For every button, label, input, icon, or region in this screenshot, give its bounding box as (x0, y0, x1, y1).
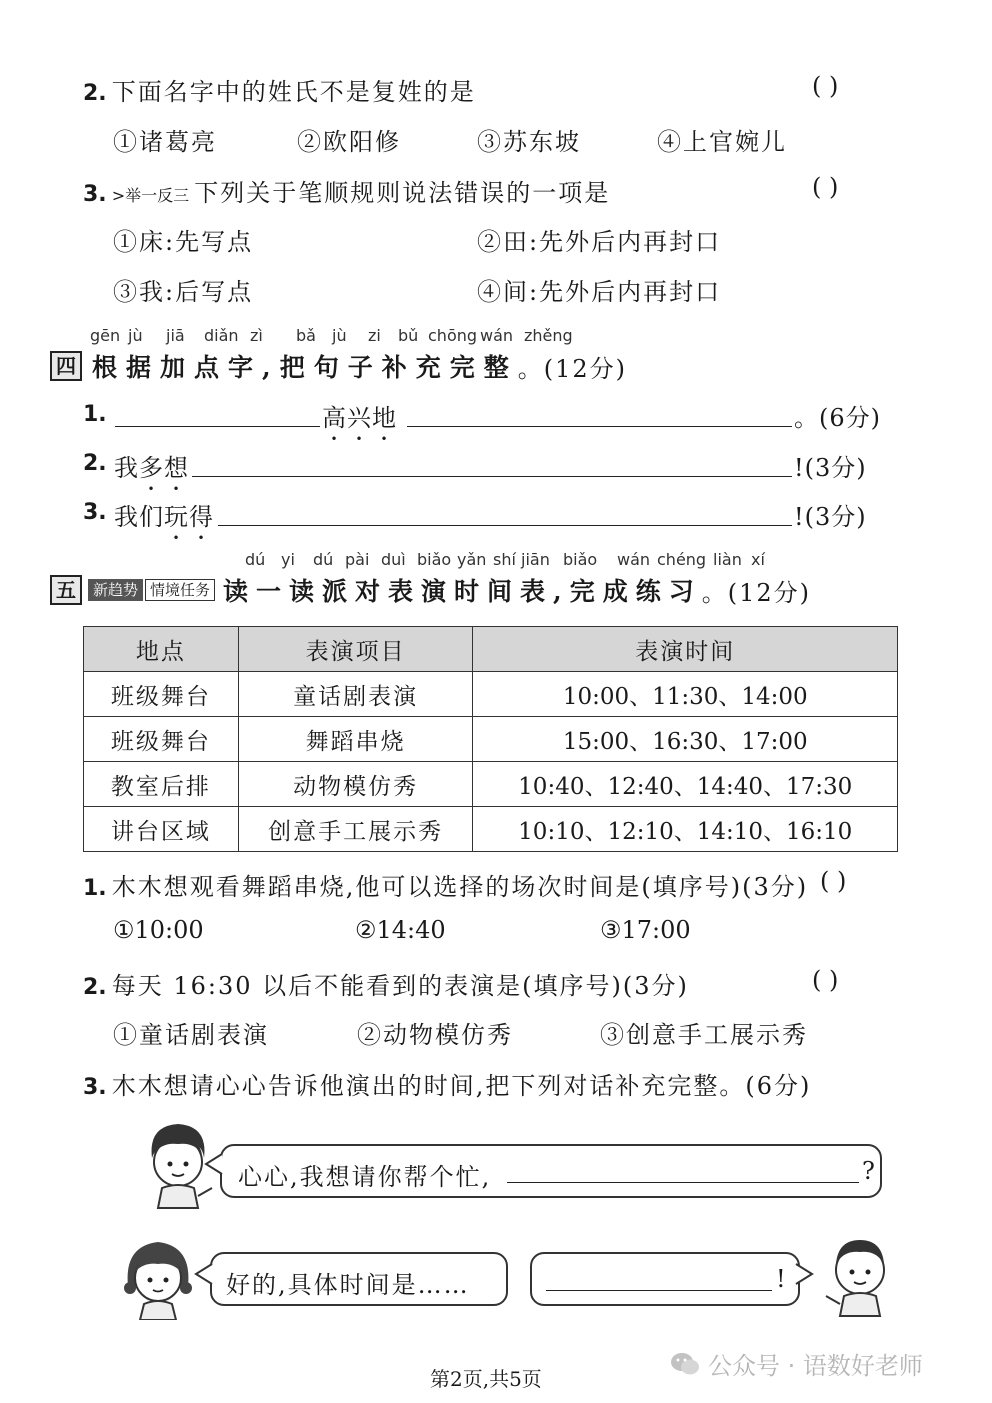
question-5-3 (83, 1066, 811, 1101)
section-4-heading (50, 348, 627, 384)
option: ③苏东坡 (477, 128, 581, 156)
answer-paren[interactable]: ( ) (812, 72, 839, 100)
option: ③我:后写点 (113, 278, 254, 306)
dotted-phrase (114, 448, 189, 483)
table-header: 表演项目 (238, 627, 473, 672)
pinyin: shí (493, 550, 516, 569)
pinyin: dú (313, 550, 334, 569)
page-footer: 第2页,共5页 (430, 1367, 542, 1391)
bubble-tail-icon (204, 1152, 224, 1176)
pinyin: bǔ (398, 326, 419, 345)
tag-label: >举一反三 (111, 186, 190, 205)
option: ①10:00 (113, 916, 204, 944)
pinyin: jù (332, 326, 347, 345)
pinyin: zì (250, 326, 263, 345)
dotted-char: 兴 (347, 404, 372, 432)
option: ②动物模仿秀 (357, 1021, 513, 1049)
trend-tag: 新趋势 (88, 579, 143, 601)
pinyin: diǎn (204, 326, 239, 345)
pinyin: jiān (521, 550, 550, 569)
question-number: 2. (83, 975, 107, 1000)
table-cell: 10:40、12:40、14:40、17:30 (473, 762, 898, 807)
table-cell: 动物模仿秀 (238, 762, 473, 807)
pinyin: wán (480, 326, 514, 345)
dotted-char: 高 (322, 404, 347, 432)
watermark-text: 公众号 · 语数好老师 (708, 1352, 923, 1380)
answer-paren[interactable]: ( ) (820, 867, 847, 895)
pinyin: biǎo (563, 550, 598, 569)
option: ④间:先外后内再封口 (477, 278, 722, 306)
question-score: !(3分) (794, 454, 867, 482)
girl-speech-bubble (210, 1252, 508, 1306)
question-5-2 (83, 966, 689, 1001)
table-cell: 教室后排 (84, 762, 239, 807)
pinyin-row (245, 550, 771, 569)
question-number: 3. (83, 1075, 107, 1100)
pinyin: gēn (90, 326, 121, 345)
option: ④上官婉儿 (657, 128, 787, 156)
table-row (84, 762, 898, 807)
pinyin: jiā (166, 326, 185, 345)
option: ②田:先外后内再封口 (477, 228, 722, 256)
dotted-phrase (322, 398, 397, 433)
section-score: 。(12分) (517, 354, 627, 383)
table-cell: 讲台区域 (84, 807, 239, 852)
dialog-text: 好的,具体时间是…… (226, 1271, 470, 1299)
dialog-text: 心心,我想请你帮个忙, (238, 1163, 492, 1191)
boy-illustration-icon (820, 1226, 900, 1318)
table-header-row (84, 627, 898, 672)
bubble-tail-icon (194, 1262, 214, 1286)
table-cell: 班级舞台 (84, 672, 239, 717)
pinyin: xí (751, 550, 765, 569)
answer-paren[interactable]: ( ) (812, 173, 839, 201)
section-number-box: 四 (50, 351, 82, 381)
question-number: 2. (83, 81, 107, 106)
pinyin: duì (381, 550, 406, 569)
section-5-heading (50, 572, 811, 608)
question-text: 下面名字中的姓氏不是复姓的是 (111, 78, 476, 106)
dotted-char: 玩 (164, 503, 189, 531)
question-text: 下列关于笔顺规则说法错误的一项是 (194, 179, 611, 207)
option: ②欧阳修 (297, 128, 401, 156)
option: ①童话剧表演 (113, 1021, 269, 1049)
pinyin: zhěng (524, 326, 573, 345)
section-title: 根据加点字,把句子补充完整 (92, 353, 518, 382)
pinyin: yi (281, 550, 295, 569)
question-5-1 (83, 867, 808, 902)
answer-blank[interactable] (546, 1290, 772, 1291)
pinyin: zi (368, 326, 381, 345)
prefix-text: 我 (114, 454, 139, 482)
table-row (84, 717, 898, 762)
question-text: 每天 16:30 以后不能看到的表演是(填序号)(3分) (111, 972, 689, 1000)
boy-speech-bubble (220, 1144, 882, 1198)
table-cell: 创意手工展示秀 (238, 807, 473, 852)
answer-paren[interactable]: ( ) (812, 966, 839, 994)
question-score: 。(6分) (794, 404, 881, 432)
question-3-3 (83, 173, 610, 208)
table-cell: 舞蹈串烧 (238, 717, 473, 762)
question-score: !(3分) (794, 503, 867, 531)
task-tag: 情境任务 (145, 579, 215, 601)
pinyin: pài (345, 550, 370, 569)
option: ①床:先写点 (113, 228, 254, 256)
question-text: 木木想观看舞蹈串烧,他可以选择的场次时间是(填序号)(3分) (111, 873, 809, 901)
option: ①诸葛亮 (113, 128, 217, 156)
table-header: 地点 (84, 627, 239, 672)
girl-illustration-icon (118, 1232, 198, 1320)
table-cell: 班级舞台 (84, 717, 239, 762)
table-row (84, 807, 898, 852)
dotted-char: 想 (164, 454, 189, 482)
wechat-icon (670, 1351, 700, 1377)
pinyin: wán (617, 550, 651, 569)
dialog-punct: ! (776, 1265, 788, 1293)
section-number-box: 五 (50, 575, 82, 605)
pinyin: yǎn (457, 550, 487, 569)
option: ③17:00 (600, 916, 691, 944)
question-number: 1. (83, 402, 107, 427)
table-cell: 童话剧表演 (238, 672, 473, 717)
answer-blank[interactable] (192, 476, 792, 477)
pinyin: chéng (657, 550, 707, 569)
table-cell: 10:00、11:30、14:00 (473, 672, 898, 717)
question-number: 2. (83, 451, 107, 476)
schedule-table (83, 626, 898, 852)
answer-blank[interactable] (507, 1182, 859, 1183)
table-header: 表演时间 (473, 627, 898, 672)
pinyin: bǎ (296, 326, 316, 345)
question-3-2 (83, 72, 476, 107)
table-cell: 15:00、16:30、17:00 (473, 717, 898, 762)
pinyin: biǎo (417, 550, 452, 569)
question-text: 木木想请心心告诉他演出的时间,把下列对话补充完整。(6分) (111, 1072, 812, 1100)
pinyin-row (90, 326, 574, 345)
answer-blank[interactable] (218, 525, 792, 526)
question-number: 3. (83, 182, 107, 207)
option: ②14:40 (355, 916, 446, 944)
table-cell: 10:10、12:10、14:10、16:10 (473, 807, 898, 852)
pinyin: dú (245, 550, 266, 569)
section-score: 。(12分) (701, 578, 812, 607)
table-row (84, 672, 898, 717)
question-number: 1. (83, 876, 107, 901)
pinyin: jù (128, 326, 143, 345)
section-title: 读一读派对表演时间表,完成练习 (223, 577, 702, 606)
pinyin: liàn (713, 550, 742, 569)
dotted-char: 得 (189, 503, 214, 531)
bubble-tail-icon (794, 1262, 814, 1286)
watermark (670, 1346, 923, 1381)
option: ③创意手工展示秀 (600, 1021, 808, 1049)
dotted-char: 多 (139, 454, 164, 482)
question-number: 3. (83, 500, 107, 525)
answer-blank[interactable] (407, 426, 792, 427)
dialog-punct: ? (862, 1157, 877, 1185)
reply-speech-bubble (530, 1252, 800, 1306)
answer-blank[interactable] (115, 426, 320, 427)
dotted-char: 地 (372, 404, 397, 432)
prefix-text: 我们 (114, 503, 164, 531)
pinyin: chōng (428, 326, 478, 345)
dotted-phrase (114, 497, 214, 532)
